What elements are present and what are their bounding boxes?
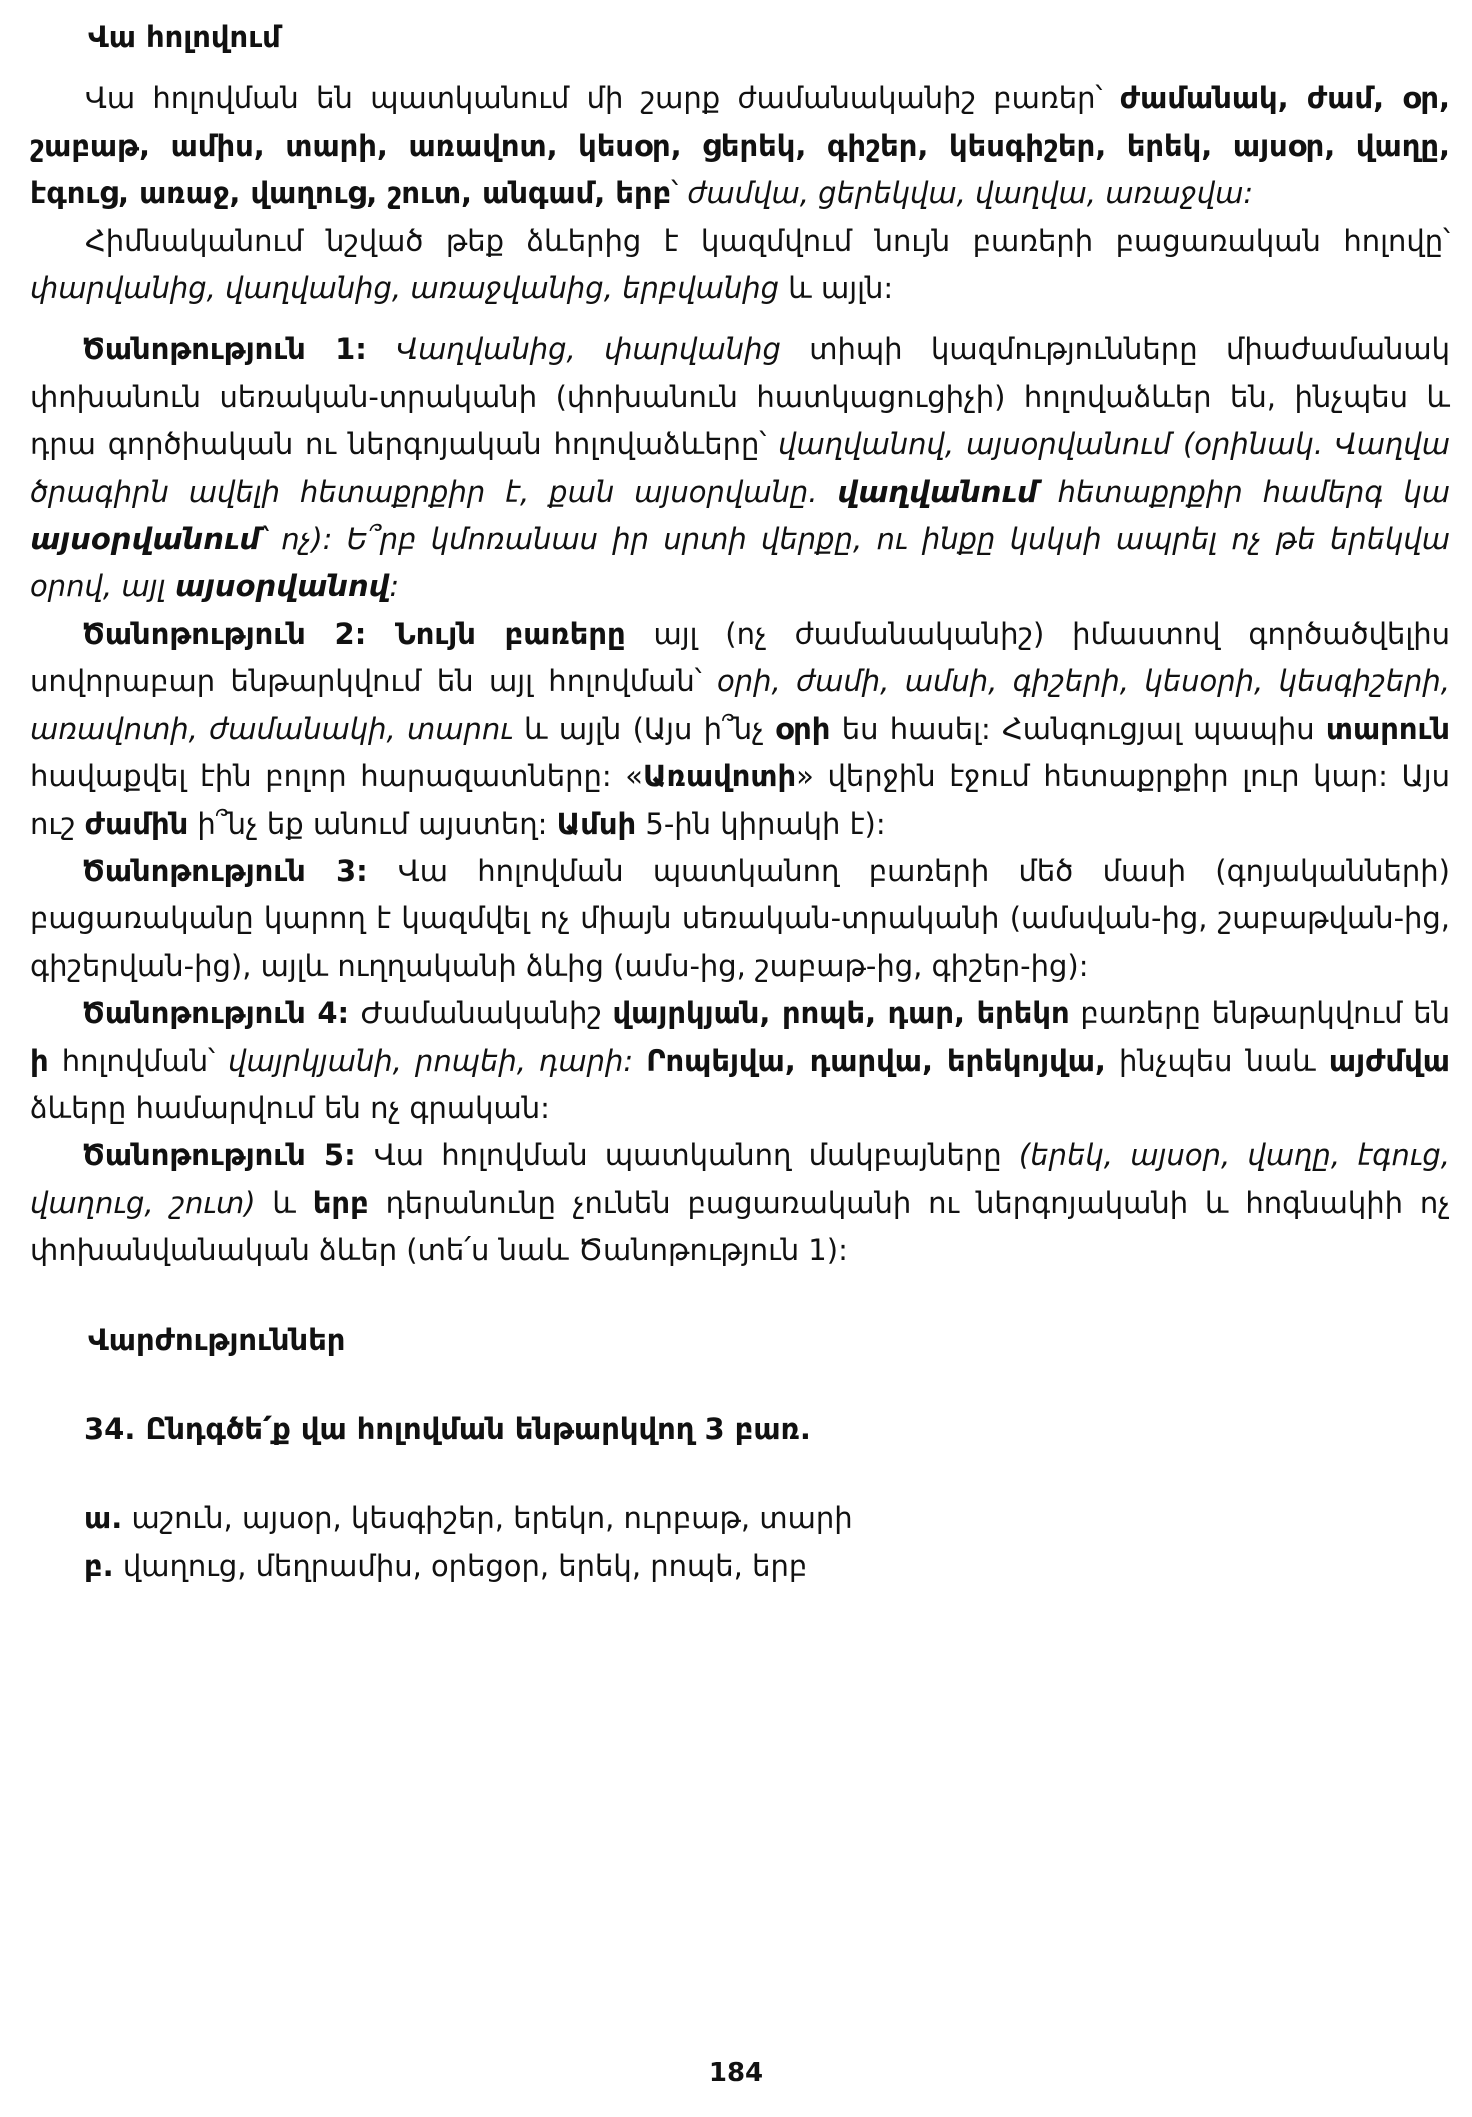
text-run: վաղվանում: [837, 474, 1038, 509]
paragraph-intro: [30, 75, 1450, 217]
note-3: [30, 848, 1450, 990]
text-run: ժամվա, ցերեկվա, վաղվա, առաջվա:: [687, 176, 1254, 211]
text-run: ՝: [671, 176, 688, 211]
text-run: Վա հոլովման են պատկանում մի շարք ժամանականիշ բառեր՝: [85, 81, 1120, 116]
text-run: տարուն: [1325, 711, 1450, 746]
text-run: ի՞նչ եք անում այստեղ:: [188, 806, 557, 841]
text-run: այսօրվանում: [30, 522, 261, 557]
note-2: [30, 611, 1450, 848]
text-run: Ծանոթություն 2: Նույն բառերը: [82, 616, 626, 651]
text-run: Վա հոլովման պատկանող բառերի մեծ մասի (գոյականների) բացառականը կարող է կազմվել ոչ միայն սեռական-տրականի (ամսվան-ից, շաբաթվան-ից, գիշերվան-ից), այլև ուղղականի ձևից (ամս-ից, շաբաթ-ից, գիշեր-ից):: [30, 853, 1450, 983]
text-run: Րոպեյվա, դարվա, երեկոյվա,: [646, 1043, 1106, 1078]
text-run: Հիմնականում նշված թեք ձևերից է կազմվում նույն բառերի բացառական հոլովը՝: [85, 223, 1450, 258]
option-text: աշուն, այսօր, կեսգիշեր, երեկո, ուրբաթ, տարի: [131, 1501, 853, 1536]
text-run: 5-ին կիրակի է):: [636, 806, 886, 841]
text-run: վայրկյան, րոպե, դար, երեկո: [612, 996, 1070, 1031]
text-run: և այլն:: [779, 271, 894, 306]
note-1: [30, 326, 1450, 610]
note-5: [30, 1132, 1450, 1274]
text-run: Վա հոլովման պատկանող մակբայները: [373, 1138, 1019, 1173]
text-run: :: [389, 569, 400, 604]
exercise-question: 34. Ընդգծե՛ք վա հոլովման ենթարկվող 3 բառ.: [84, 1411, 811, 1446]
option-label: բ.: [84, 1548, 114, 1583]
text-run: Ծանոթություն 5:: [82, 1138, 374, 1173]
text-run: վայրկյանի, րոպեի, դարի:: [228, 1043, 647, 1078]
text-run: Ամսի: [556, 806, 637, 841]
text-run: Վաղվանից, փարվանից: [396, 332, 781, 367]
text-run: հետաքրքիր համերգ կա: [1037, 474, 1450, 509]
text-run: » վերջին էջում հետաքրքիր լուր կար: Այս ուշ: [30, 759, 1450, 841]
text-run: այժմվա: [1328, 1043, 1450, 1078]
text-run: ի: [30, 1043, 49, 1078]
text-run: վաղվանով, այսօրվանում (օրինակ. Վաղվա ծրագիրն ավելի հետաքրքիր է, քան այսօրվանը.: [30, 427, 1450, 509]
text-run: տիպի կազմությունները միաժամանակ փոխանուն սեռական-տրականի (փոխանուն հատկացուցիչի) հոլովաձևեր են, ինչպես և դրա գործիական ու ներգոյական հոլովաձևերը՝: [30, 332, 1450, 462]
exercises-title: Վարժություններ: [88, 1322, 346, 1357]
exercise-option-b: [84, 1543, 1450, 1590]
paragraph-ablative: [30, 218, 1450, 313]
text-run: (երեկ, այսօր, վաղը, էգուց, վաղուց, շուտ): [30, 1138, 1450, 1220]
text-run: Առավոտի: [643, 759, 797, 794]
exercise-option-a: [84, 1495, 1450, 1542]
text-run: ես հասել: Հանգուցյալ պապիս: [830, 711, 1326, 746]
text-run: և այլն (Այս ի՞նչ: [512, 711, 776, 746]
text-run: Ծանոթություն 1:: [82, 332, 397, 367]
text-run: Ծանոթություն 3:: [82, 853, 398, 888]
text-run: ինչպես նաև: [1105, 1043, 1329, 1078]
text-run: ժամանակ, ժամ, օր, շաբաթ, ամիս, տարի, առավոտ, կեսօր, ցերեկ, գիշեր, կեսգիշեր, երեկ, այսօր, վաղը, էգուց, առաջ, վաղուց, շուտ, անգամ, երբ: [30, 81, 1450, 211]
note-4: [30, 990, 1450, 1132]
text-run: փարվանից, վաղվանից, առաջվանից, երբվանից: [30, 271, 780, 306]
option-text: վաղուց, մեղրամիս, օրեցօր, երեկ, րոպե, երբ: [122, 1548, 808, 1583]
text-run: հավաքվել էին բոլոր հարազատները: «: [30, 759, 644, 794]
text-run: այլ (ոչ ժամանականիշ) իմաստով գործածվելիս սովորաբար ենթարկվում են այլ հոլովման՝: [30, 616, 1450, 699]
text-run: ժամին: [84, 806, 189, 841]
text-run: ձևերը համարվում են ոչ գրական:: [30, 1090, 550, 1125]
text-run: ՝ ոչ): Ե՞րբ կմոռանաս իր սրտի վերքը, ու ինքը կսկսի ապրել ոչ թե երեկվա օրով, այլ: [30, 522, 1450, 604]
section-title: Վա հոլովում: [88, 20, 281, 54]
text-run: հոլովման՝: [48, 1043, 229, 1078]
text-run: օրի: [775, 711, 831, 746]
option-label: ա.: [84, 1501, 123, 1536]
text-run: բառերը ենթարկվում են: [1069, 996, 1450, 1031]
text-run: երբ: [312, 1185, 369, 1220]
text-run: օրի, ժամի, ամսի, գիշերի, կեսօրի, կեսգիշերի, առավոտի, ժամանակի, տարու: [30, 664, 1450, 746]
text-run: Ժամանականիշ: [360, 996, 613, 1031]
text-run: Ծանոթություն 4:: [82, 996, 361, 1031]
text-run: և: [255, 1185, 313, 1220]
text-run: այսօրվանով: [174, 569, 390, 604]
page-number: 184: [708, 2058, 764, 2088]
text-run: դերանունը չունեն բացառականի ու ներգոյականի և հոգնակիի ոչ փոխանվանական ձևեր (տե՛ս նաև Ծանոթություն 1):: [30, 1185, 1450, 1268]
